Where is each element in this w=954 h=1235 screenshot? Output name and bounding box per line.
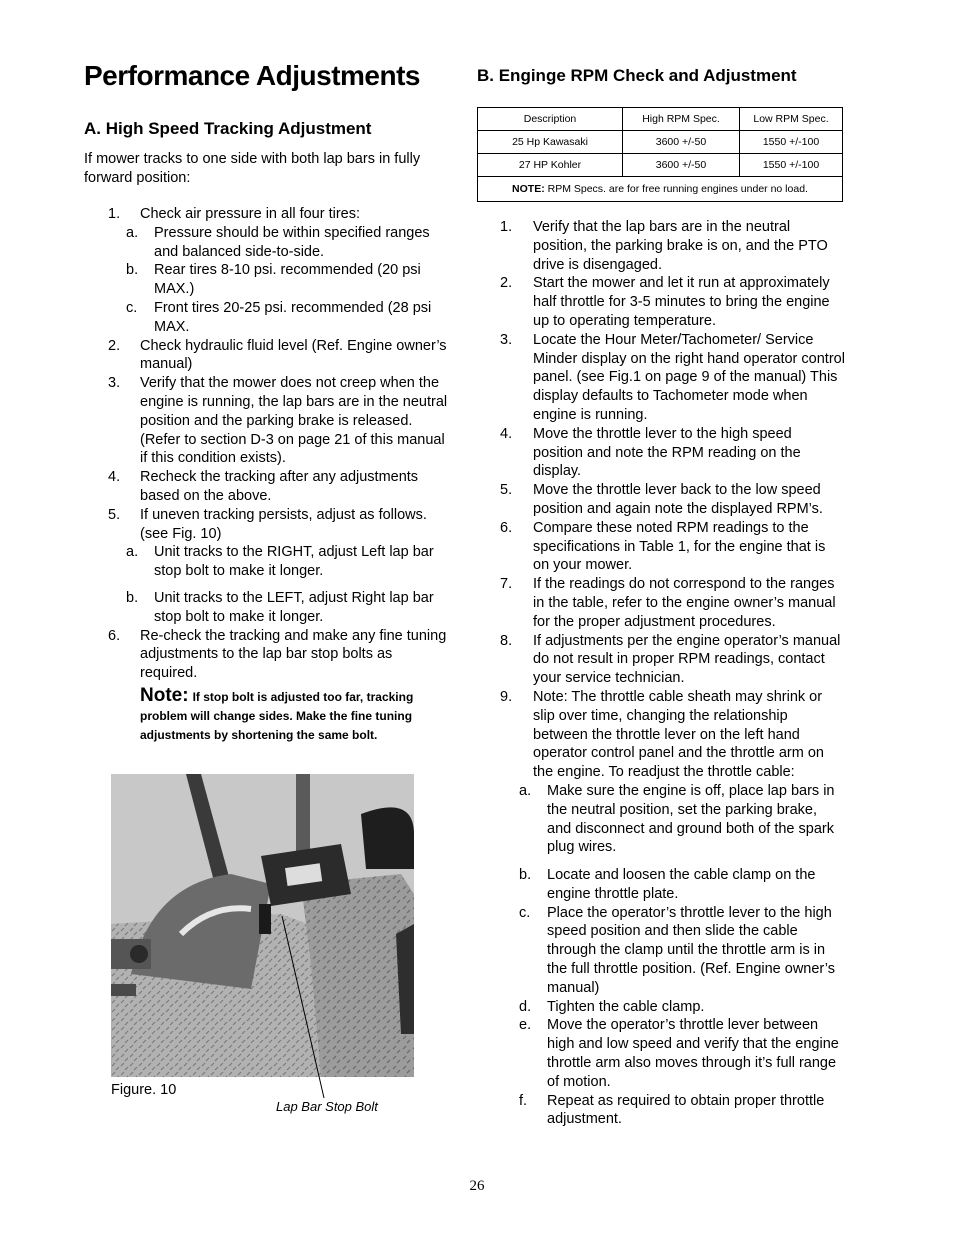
list-item: 6. Re-check the tracking and make any fine tuning adjustments to the lap bar stop bolts as required. [108, 627, 447, 682]
section-a-heading: A. High Speed Tracking Adjustment [84, 119, 372, 138]
table-cell: 25 Hp Kawasaki [478, 131, 623, 154]
table-header-row [478, 108, 843, 131]
page-number: 26 [469, 1178, 485, 1194]
table-row [478, 131, 843, 154]
list-item: 1. Verify that the lap bars are in the neutral position, the parking brake is on, and the PTO drive is disengaged. [500, 219, 828, 273]
list-item: a. Pressure should be within specified ranges and balanced side-to-side. [126, 224, 430, 260]
table-cell: 3600 +/-50 [623, 131, 740, 154]
table-cell: 1550 +/-100 [740, 154, 843, 177]
list-item: c. Front tires 20-25 psi. recommended (28 psi MAX. [126, 299, 432, 335]
table-header-cell: Low RPM Spec. [740, 108, 843, 131]
section-b-heading: B. Enginge RPM Check and Adjustment [477, 66, 797, 85]
table-header-cell: High RPM Spec. [623, 108, 740, 131]
list-item: 9. Note: The throttle cable sheath may shrink or slip over time, changing the relationship between the throttle lever on the left hand operator control panel and the throttle arm on the engine. To readjust the throttle cable: [500, 688, 824, 781]
list-item: 2. Check hydraulic fluid level (Ref. Engine owner’s manual) [108, 337, 447, 373]
section-a-intro: If mower tracks to one side with both lap bars in fully forward position: [84, 151, 421, 186]
list-item: 2. Start the mower and let it run at approximately half throttle for 3-5 minutes to bring the engine up to operating temperature. [500, 275, 830, 329]
lap-bar-stop-bolt-callout: Lap Bar Stop Bolt [276, 1099, 378, 1114]
list-item: b. Rear tires 8-10 psi. recommended (20 psi MAX.) [126, 262, 421, 298]
list-item: a. Unit tracks to the RIGHT, adjust Left lap bar stop bolt to make it longer. [126, 544, 434, 580]
note-label: Note: [140, 684, 189, 706]
list-item: 3. Verify that the mower does not creep when the engine is running, the lap bars are in the neutral position and the parking brake is released. (Refer to section D-3 on page 21 of this manual if this condition exists). [108, 375, 448, 467]
list-item: 5. If uneven tracking persists, adjust as follows. (see Fig. 10) [108, 506, 427, 542]
table-cell: 1550 +/-100 [740, 131, 843, 154]
list-item: 6. Compare these noted RPM readings to the specifications in Table 1, for the engine that is on your mower. [500, 519, 826, 574]
list-item: 5. Move the throttle lever back to the low speed position and again note the displayed RPM’s. [500, 482, 823, 517]
table-cell: 27 HP Kohler [478, 154, 623, 177]
list-item: 1. Check air pressure in all four tires: [108, 206, 360, 222]
list-item: 3. Locate the Hour Meter/Tachometer/ Service Minder display on the right hand operator control panel. (see Fig.1 on page 9 of the manual) This display defaults to Tachometer mode when engine is running. [500, 331, 845, 423]
list-item: f. Repeat as required to obtain proper throttle adjustment. [519, 1092, 825, 1128]
list-item: b. Locate and loosen the cable clamp on the engine throttle plate. [519, 867, 816, 902]
figure-10-photo [111, 774, 414, 1077]
list-item: 4. Recheck the tracking after any adjustments based on the above. [108, 469, 419, 504]
table-note: NOTE: RPM Specs. are for free running engines under no load. [478, 177, 843, 202]
list-item: e. Move the operator’s throttle lever between high and low speed and verify that the engine throttle arm also moves through it’s full range of motion. [519, 1017, 839, 1090]
list-item: d. Tighten the cable clamp. [519, 998, 705, 1015]
figure-caption: Figure. 10 [111, 1082, 177, 1098]
table-row [478, 154, 843, 177]
note-block [108, 684, 448, 744]
mower-photo-illustration [111, 774, 414, 1077]
list-item: 7. If the readings do not correspond to the ranges in the table, refer to the engine owner’s manual for the proper adjustment procedures. [500, 576, 836, 630]
list-item: b. Unit tracks to the LEFT, adjust Right lap bar stop bolt to make it longer. [126, 589, 434, 625]
section-a-steps [108, 205, 448, 744]
table-note-row [478, 177, 843, 202]
list-item: c. Place the operator’s throttle lever to the high speed position and then slide the cable through the clamp until the throttle arm is in the full throttle position. (Ref. Engine owner’s manual) [519, 904, 836, 996]
list-item: 4. Move the throttle lever to the high speed position and note the RPM reading on the display. [500, 425, 801, 480]
list-item: 8. If adjustments per the engine operator’s manual do not result in proper RPM readings, contact your service technician. [500, 632, 841, 687]
table-cell: 3600 +/-50 [623, 154, 740, 177]
list-item: a. Make sure the engine is off, place lap bars in the neutral position, set the parking brake, and disconnect and ground both of the spark plug wires. [519, 782, 835, 856]
note-text: If stop bolt is adjusted too far, tracking problem will change sides. Make the fine tuning adjustments by shortening the same bolt. [140, 689, 414, 742]
rpm-spec-table [477, 107, 843, 202]
page-title: Performance Adjustments [84, 60, 420, 91]
table-header-cell: Description [478, 108, 623, 131]
section-b-steps [500, 218, 845, 1129]
